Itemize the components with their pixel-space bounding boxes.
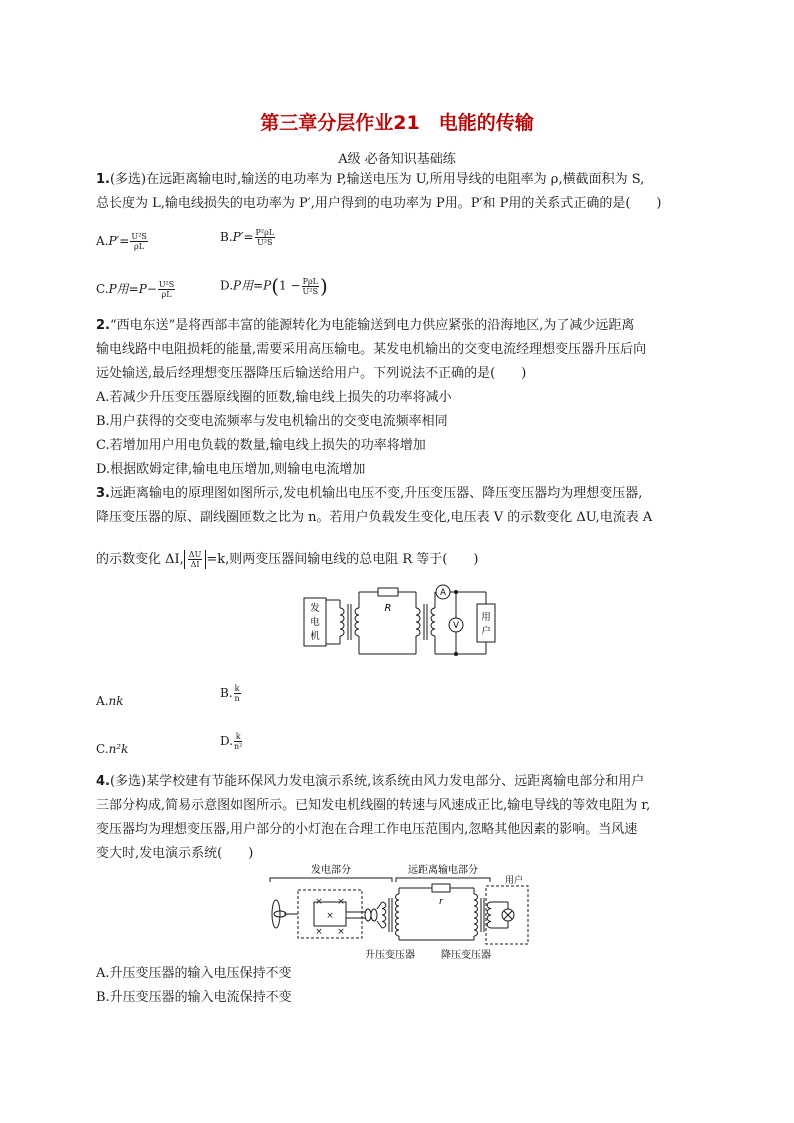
page-title: 第三章分层作业21 电能的传输 xyxy=(260,112,534,134)
q2-line1 xyxy=(96,318,634,334)
q3-option-d[interactable]: D. $\frac{k}{\text{n²}}$ xyxy=(220,732,243,751)
q4-stem-1: (多选)某学校建有节能环保风力发电演示系统,该系统由风力发电部分、远距离输电部分和用户 xyxy=(109,774,645,789)
generator-label-1: 发 xyxy=(310,603,320,614)
q1-stem-2: 总长度为 L,输电线损失的电功率为 P′,用户得到的电功率为 P用。P′和 P用的关系式正确的是( ) xyxy=(96,196,662,211)
field-cross-1: × xyxy=(315,897,323,907)
q1-option-b[interactable]: B.P′= $\frac{\text{P²ρL}}{\text{U²S}}$ xyxy=(220,228,275,247)
step-up-secondary xyxy=(396,894,400,936)
field-cross-3: × xyxy=(326,911,334,921)
q3-circuit-diagram xyxy=(296,584,500,660)
step-down-primary-coil xyxy=(416,608,420,636)
line-resistor-r xyxy=(378,588,398,596)
step-down-secondary-coil xyxy=(431,608,435,636)
step-up-primary xyxy=(382,902,386,928)
q4-stem-4: 变大时,发电演示系统( ) xyxy=(96,846,254,861)
q4-stem-2: 三部分构成,简易示意图如图所示。已知发电机线圈的转速与风速成正比,输电导线的等效电阻为 r, xyxy=(96,798,651,813)
q2-option-c[interactable]: C.若增加用户用电负载的数量,输电线上损失的功率将增加 xyxy=(96,438,426,453)
q1-option-a[interactable]: A.P′= $\frac{\text{U²S}}{\rho L}$ xyxy=(96,232,147,251)
step-down-primary xyxy=(474,894,478,936)
q1-option-d[interactable]: D.P用=P(1 − $\frac{\text{PρL}}{\text{U²S}}$ ) xyxy=(220,274,328,298)
q3-option-c[interactable]: C.n²k xyxy=(96,742,129,756)
resistor-r-label: r xyxy=(439,897,443,907)
resistor-label: R xyxy=(384,603,392,614)
q1-option-c[interactable]: C.P用=P− $\frac{\text{U²S}}{\rho L}$ xyxy=(96,280,175,299)
q3-option-b[interactable]: B. $\frac{k}{n}$ xyxy=(220,684,240,703)
user-label-1: 用 xyxy=(481,612,491,623)
q2-number: 2. xyxy=(96,318,110,333)
voltmeter-label: V xyxy=(453,621,459,631)
field-cross-4: × xyxy=(315,927,323,937)
q4-wind-system-diagram xyxy=(262,862,534,962)
line-resistor-r xyxy=(432,884,450,892)
gen-part-brace xyxy=(270,878,392,882)
q2-option-d[interactable]: D.根据欧姆定律,输电电压增加,则输电电流增加 xyxy=(96,462,366,477)
gen-part-label: 发电部分 xyxy=(311,865,351,876)
q2-stem-1: “西电东送”是将西部丰富的能源转化为电能输送到电力供应紧张的沿海地区,为了减少远距离 xyxy=(109,318,635,333)
user-label-2: 户 xyxy=(481,626,491,637)
q4-number: 4. xyxy=(96,774,110,789)
q4-option-a[interactable]: A.升压变压器的输入电压保持不变 xyxy=(96,966,292,981)
q1-number: 1. xyxy=(96,172,110,187)
q2-option-a[interactable]: A.若减少升压变压器原线圈的匝数,输电线上损失的功率将减小 xyxy=(96,390,452,405)
q1-stem-1: (多选)在远距离输电时,输送的电功率为 P,输送电压为 U,所用导线的电阻率为 ρ,横截面积为 S, xyxy=(109,172,645,187)
step-down-label: 降压变压器 xyxy=(441,950,491,961)
step-up-secondary-coil xyxy=(355,608,359,636)
step-up-label: 升压变压器 xyxy=(365,950,415,961)
q4-line1 xyxy=(96,774,644,790)
section-subtitle: A级 必备知识基础练 xyxy=(338,152,456,167)
generator-label-2: 电 xyxy=(310,617,320,628)
ammeter-label: A xyxy=(440,588,446,598)
q3-option-a[interactable]: A.nk xyxy=(96,694,124,708)
q3-stem-1: 远距离输电的原理图如图所示,发电机输出电压不变,升压变压器、降压变压器均为理想变压器, xyxy=(109,486,643,501)
propeller-icon xyxy=(272,900,280,928)
q3-delta-ratio: $\frac{\Delta U}{\Delta I}$ xyxy=(188,550,202,569)
user-region xyxy=(486,886,528,944)
q4-option-b[interactable]: B.升压变压器的输入电流保持不变 xyxy=(96,990,292,1005)
q3-number: 3. xyxy=(96,486,110,501)
trans-part-brace xyxy=(396,878,490,882)
q3-line1 xyxy=(96,486,642,502)
q2-stem-3: 远处输送,最后经理想变压器降压后输送给用户。下列说法不正确的是( ) xyxy=(96,366,527,381)
q1-line1 xyxy=(96,172,644,188)
field-cross-2: × xyxy=(337,897,345,907)
generator-label-3: 机 xyxy=(310,631,320,642)
trans-part-label: 远距离输电部分 xyxy=(408,865,478,876)
q3-stem-2: 降压变压器的原、副线圈匝数之比为 n。若用户负载发生变化,电压表 V 的示数变化 ΔU,电流表 A xyxy=(96,510,653,525)
q4-stem-3: 变压器均为理想变压器,用户部分的小灯泡在合理工作电压范围内,忽略其他因素的影响。当风速 xyxy=(96,822,638,837)
step-up-primary-coil xyxy=(340,608,344,636)
q3-stem-3: 的示数变化 ΔI, $\frac{\Delta U}{\Delta I}$ =k,则两变压器间输电线的总电阻 R 等于( ) xyxy=(96,550,479,569)
field-cross-5: × xyxy=(337,927,345,937)
step-down-secondary xyxy=(487,902,491,928)
user-label: 用户 xyxy=(504,876,524,886)
q2-option-b[interactable]: B.用户获得的交变电流频率与发电机输出的交变电流频率相同 xyxy=(96,414,448,429)
q2-stem-2: 输电线路中电阻损耗的能量,需要采用高压输电。某发电机输出的交变电流经理想变压器升压后向 xyxy=(96,342,647,357)
